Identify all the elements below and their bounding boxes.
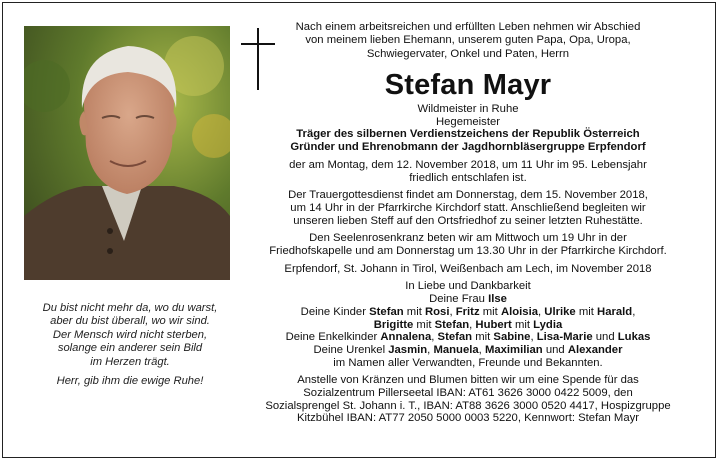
- donation-line: Sozialzentrum Pillerseetal IBAN: AT61 3626 3000 0422 5009, den: [303, 387, 633, 400]
- relative-name: Jasmin: [388, 343, 428, 356]
- relative-name: Stefan: [434, 318, 470, 331]
- connector-text: ,: [469, 318, 476, 331]
- deceased-name: Stefan Mayr: [384, 69, 552, 101]
- relative-name: Annalena: [380, 331, 432, 344]
- donation-line: Kitzbühel IBAN: AT77 2050 5000 0003 5220, Kennwort: Stefan Mayr: [296, 412, 640, 425]
- grandchildren-line: Deine Enkelkinder Annalena, Stefan mit Sabine, Lisa-Marie und Lukas: [285, 331, 651, 344]
- intro-line: von meinem lieben Ehemann, unserem guten Papa, Opa, Uropa,: [305, 34, 631, 47]
- poem-line: im Herzen trägt.: [90, 355, 170, 368]
- poem-line: Du bist nicht mehr da, wo du warst,: [42, 302, 218, 314]
- wife-line: Deine Frau Ilse: [429, 293, 507, 306]
- rosary-line: Den Seelenrosenkranz beten wir am Mittwoch um 19 Uhr in der: [309, 232, 627, 245]
- relative-name: Ulrike: [544, 305, 576, 318]
- connector-text: und: [592, 331, 618, 344]
- connector-text: mit: [575, 305, 598, 318]
- connector-text: ,: [530, 331, 537, 344]
- donation-line: Sozialsprengel St. Johann i. T., IBAN: AT88 3626 3000 0520 4417, Hospizgruppe: [265, 399, 671, 412]
- poem-line: Der Mensch wird nicht sterben,: [52, 328, 208, 341]
- relative-name: Aloisia: [500, 305, 538, 318]
- death-line: friedlich entschlafen ist.: [409, 171, 527, 184]
- relative-name: Rosi: [424, 305, 450, 318]
- poem-line: solange ein anderer sein Bild: [57, 342, 203, 355]
- relatives-line: im Namen aller Verwandten, Freunde und Bekannten.: [333, 356, 603, 369]
- funeral-line: Der Trauergottesdienst findet am Donnerstag, dem 15. November 2018,: [288, 189, 648, 202]
- relative-name: Brigitte: [373, 318, 414, 331]
- title-line: Hegemeister: [435, 115, 501, 128]
- relative-name: Lydia: [533, 318, 563, 331]
- relative-name: Lukas: [617, 331, 651, 344]
- funeral-line: unseren lieben Steff auf den Ortsfriedhof zu seiner letzten Ruhestätte.: [293, 214, 643, 227]
- notice-body: [258, 103, 678, 425]
- connector-text: und: [542, 343, 568, 356]
- connector-text: ,: [427, 343, 434, 356]
- relative-name: Harald: [597, 305, 633, 318]
- connector-text: ,: [478, 343, 485, 356]
- great-grandchildren-line: Deine Urenkel Jasmin, Manuela, Maximilian und Alexander: [313, 343, 623, 356]
- funeral-line: um 14 Uhr in der Pfarrkirche Kirchdorf statt. Anschließend begleiten wir: [290, 201, 646, 214]
- intro-text: [278, 21, 658, 61]
- connector-text: ,: [449, 305, 456, 318]
- relative-name: Alexander: [567, 343, 623, 356]
- connector-text: ,: [538, 305, 545, 318]
- connector-text: ,: [431, 331, 438, 344]
- latin-cross-icon: [241, 28, 275, 90]
- relative-name: Lisa-Marie: [536, 331, 593, 344]
- relative-name: Stefan: [369, 305, 404, 318]
- title-line: Gründer und Ehrenobmann der Jagdhornbläsergruppe Erpfendorf: [290, 141, 646, 154]
- rosary-line: Friedhofskapelle und am Donnerstag um 13.30 Uhr in der Pfarrkirche Kirchdorf.: [269, 245, 667, 258]
- relative-name: Hubert: [475, 318, 512, 331]
- portrait-photo: [24, 26, 230, 280]
- children-line: Deine Kinder Stefan mit Rosi, Fritz mit Aloisia, Ulrike mit Harald,: [300, 305, 636, 318]
- poem-line: aber du bist überall, wo wir sind.: [50, 315, 210, 328]
- death-line: der am Montag, dem 12. November 2018, um 11 Uhr im 95. Lebensjahr: [289, 158, 647, 171]
- relative-name: Maximilian: [484, 343, 543, 356]
- love-line: In Liebe und Dankbarkeit: [405, 280, 531, 293]
- connector-text: mit: [413, 318, 435, 331]
- memorial-poem: [14, 302, 246, 388]
- connector-text: mit: [403, 305, 425, 318]
- relative-name: Sabine: [493, 331, 531, 344]
- place-date: Erpfendorf, St. Johann in Tirol, Weißenbach am Lech, im November 2018: [284, 262, 652, 275]
- relative-name: Manuela: [433, 343, 479, 356]
- relative-name: Stefan: [437, 331, 473, 344]
- title-line: Träger des silbernen Verdienstzeichens der Republik Österreich: [296, 128, 640, 141]
- connector-text: mit: [472, 331, 494, 344]
- intro-line: Nach einem arbeitsreichen und erfüllten Leben nehmen wir Abschied: [295, 21, 641, 33]
- connector-text: ,: [632, 305, 636, 318]
- connector-text: mit: [511, 318, 534, 331]
- poem-closing: Herr, gib ihm die ewige Ruhe!: [56, 375, 204, 388]
- connector-text: mit: [479, 305, 501, 318]
- relative-name: Fritz: [455, 305, 480, 318]
- children-line-2: [258, 319, 678, 332]
- intro-line: Schwiegervater, Onkel und Paten, Herrn: [366, 47, 570, 60]
- title-line: Wildmeister in Ruhe: [417, 103, 519, 115]
- donation-line: Anstelle von Kränzen und Blumen bitten wir um eine Spende für das: [297, 374, 639, 387]
